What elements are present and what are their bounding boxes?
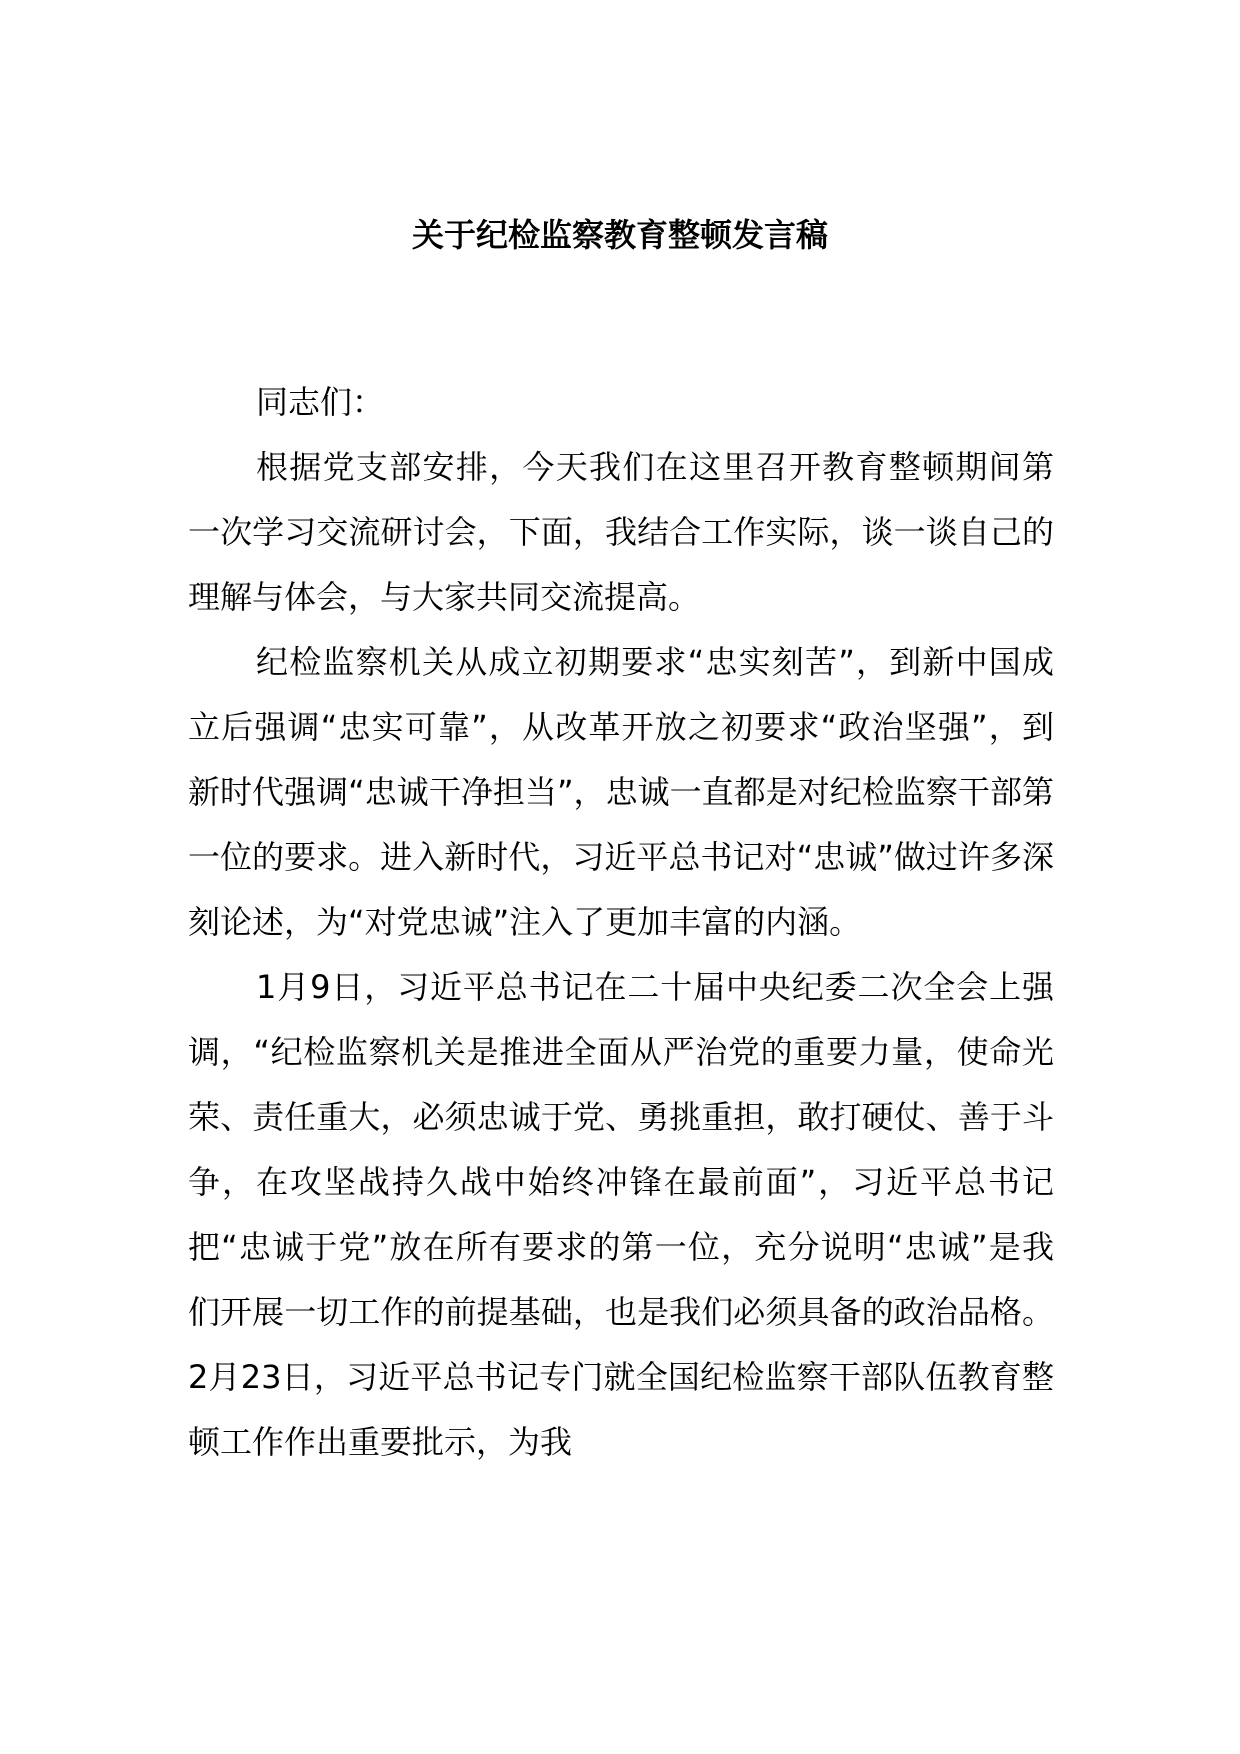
paragraph-3: 1月9日，习近平总书记在二十届中央纪委二次全会上强调，“纪检监察机关是推进全面从严治党的重要力量，使命光荣、责任重大，必须忠诚于党、勇挑重担，敢打硬仗、善于斗争，在攻坚战持久战中始终冲锋在最前面”，习近平总书记把“忠诚于党”放在所有要求的第一位，充分说明“忠诚”是我们开展一切工作的前提基础，也是我们必须具备的政治品格。2月23日，习近平总书记专门就全国纪检监察干部队伍教育整顿工作作出重要批示，为我 xyxy=(188,968,1054,1461)
document-title: 关于纪检监察教育整顿发言稿 xyxy=(411,216,828,254)
paragraph-2: 纪检监察机关从成立初期要求“忠实刻苦”，到新中国成立后强调“忠实可靠”，从改革开放之初要求“政治坚强”，到新时代强调“忠诚干净担当”，忠诚一直都是对纪检监察干部第一位的要求。进入新时代，习近平总书记对“忠诚”做过许多深刻论述，为“对党忠诚”注入了更加丰富的内涵。 xyxy=(188,643,1054,941)
document-body xyxy=(188,370,1054,1475)
paragraph-1: 根据党支部安排，今天我们在这里召开教育整顿期间第一次学习交流研讨会，下面，我结合工作实际，谈一谈自己的理解与体会，与大家共同交流提高。 xyxy=(188,448,1054,616)
salutation: 同志们： xyxy=(256,383,385,421)
